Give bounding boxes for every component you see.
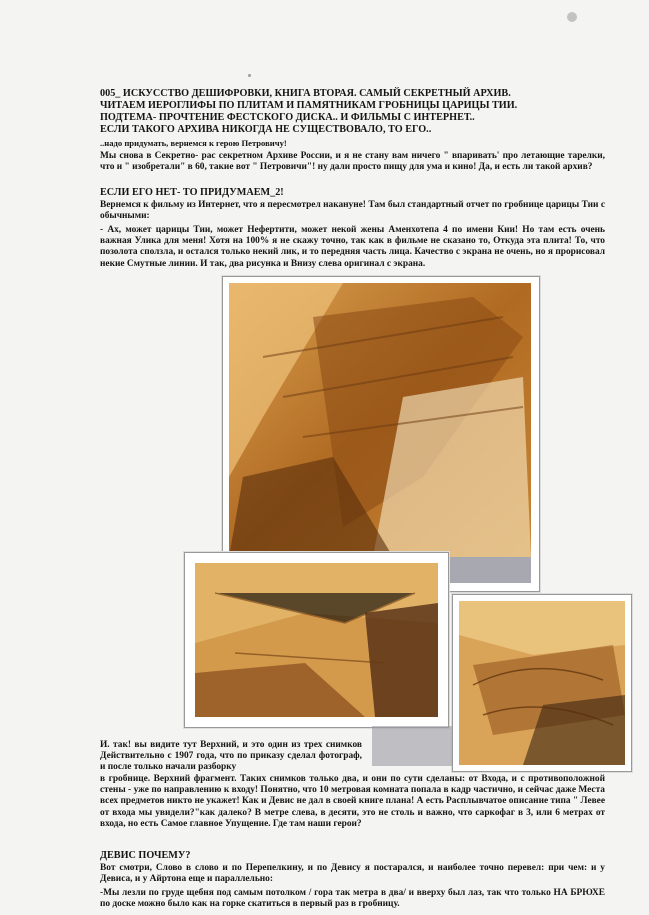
- paragraph-film: Вернемся к фильму из Интернет, что я пересмотрел накануне! Там был стандартный отчет по гробнице царицы Тии с обычными:: [100, 200, 605, 222]
- paragraph-fragment: в гробнице. Верхний фрагмент. Таких снимков только два, и они по сути сделаны: от Входа, и с противоположной стены - уже по направлению к входу! Понятно, что 10 метровая комната попала в кадр частично, и сейчас даже Места всех предметов никто не укажет! Как и Девис не дал в своей книге плана! А есть Расплывчатое описание типа " Левее от входа мы увидели?"как далеко? В метре слева, в десяти, это не столь и важно, что саркофаг в 3, или 6 метрах от входа, но есть Самое главное Упущение. Где там наши герои?: [100, 774, 605, 829]
- paragraph-translation: Вот смотри, Слово в слово и по Перепелкину, и по Девису я постарался, и наиболее точно перевел: при чем: и у Девиса, и у Айртона еще и параллельно:: [100, 863, 605, 885]
- tomb-photo-bottom-right: [452, 594, 632, 772]
- tomb-photo-top: [222, 276, 540, 592]
- tomb-photo-bottom-right-image: [453, 595, 631, 771]
- scan-shadow: [372, 726, 452, 766]
- paragraph-photo-note: И. так! вы видите тут Верхний, и это один из трех снимков Действительно с 1907 года, что по приказу сделал фотограф, и после только начали разборку: [100, 740, 362, 773]
- paragraph-quote: -Мы лезли по груде щебня под самым потолком / гора так метра в два/ и вверху был лаз, так что только НА БРЮХЕ по доске можно было как на горке скатиться в первый раз в гробницу.: [100, 888, 605, 910]
- tomb-photo-bottom-left: [184, 552, 449, 728]
- title-line-1: 005_ ИСКУССТВО ДЕШИФРОВКИ, КНИГА ВТОРАЯ. САМЫЙ СЕКРЕТНЫЙ АРХИВ.: [100, 88, 511, 99]
- title-line-2: ЧИТАЕМ ИЕРОГЛИФЫ ПО ПЛИТАМ И ПАМЯТНИКАМ ГРОБНИЦЫ ЦАРИЦЫ ТИИ.: [100, 100, 518, 111]
- paragraph-archive: Мы снова в Секретно- рас секретном Архиве России, и я не стану вам ничего " впаривать' про летающие тарелки, что и " изобретали" в 60, такие вот " Петровичи"! ну дали просто пищу для ума и кино! Да, и есть ли такой архив?: [100, 151, 605, 173]
- subheading-davis: ДЕВИС ПОЧЕМУ?: [100, 850, 191, 861]
- paragraph-evidence: - Ах, может царицы Тии, может Нефертити, может некой жены Аменхотепа 4 по имени Кии! Но там есть очень важная Улика для меня! Хотя на 100% я не скажу точно, так как в фильме не сказано то, Откуда эта плита! То, что позолота сползла, и остался только некий лик, и то передняя часть лица. Качество с экрана не очень, но я прорисовал некие Смутные линии. И так, два рисунка и Внизу слева оригинал с экрана.: [100, 225, 605, 269]
- tomb-photo-top-image: [223, 277, 539, 591]
- scan-speck: [248, 74, 251, 77]
- title-line-3: ПОДТЕМА- ПРОЧТЕНИЕ ФЕСТСКОГО ДИСКА.. И ФИЛЬМЫ С ИНТЕРНЕТ..: [100, 112, 475, 123]
- scan-speck: [567, 12, 577, 22]
- tomb-photo-bottom-left-image: [185, 553, 448, 727]
- intro-line: ..надо придумать, вернемся к герою Петровичу!: [100, 138, 287, 148]
- title-line-4: ЕСЛИ ТАКОГО АРХИВА НИКОГДА НЕ СУЩЕСТВОВАЛО, ТО ЕГО..: [100, 124, 432, 135]
- subheading-invent: ЕСЛИ ЕГО НЕТ- ТО ПРИДУМАЕМ_2!: [100, 187, 284, 198]
